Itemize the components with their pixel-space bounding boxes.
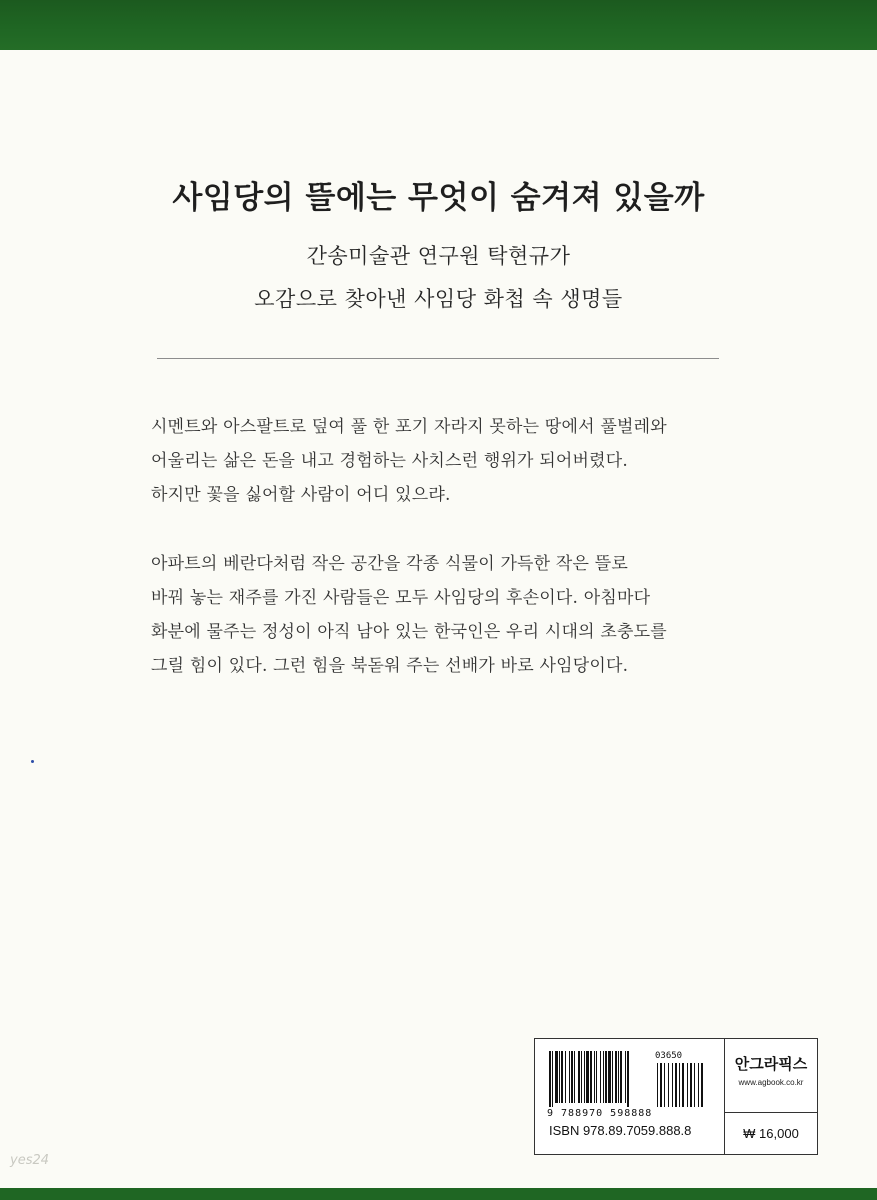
headline: 사임당의 뜰에는 무엇이 숨겨져 있을까 bbox=[172, 180, 705, 216]
barcode-area bbox=[535, 1039, 725, 1154]
top-green-band bbox=[0, 0, 877, 50]
paragraph-line: 하지만 꽃을 싫어할 사람이 어디 있으랴. bbox=[151, 485, 451, 505]
barcode-addon-digits: 03650 bbox=[655, 1051, 683, 1061]
paragraph-line: 바꿔 놓는 재주를 가진 사람들은 모두 사임당의 후손이다. 아침마다 bbox=[151, 588, 651, 608]
subheadline-line-2: 오감으로 찾아낸 사임당 화첩 속 생명들 bbox=[254, 287, 623, 311]
paragraph-line: 화분에 물주는 정성이 아직 남아 있는 한국인은 우리 시대의 초충도를 bbox=[151, 622, 667, 642]
barcode-icon bbox=[549, 1051, 719, 1107]
isbn-number: ISBN 978.89.7059.888.8 bbox=[549, 1123, 692, 1138]
paragraph-line: 어울리는 삶은 돈을 내고 경험하는 사치스런 행위가 되어버렸다. bbox=[151, 451, 629, 471]
body-paragraph-1 bbox=[151, 410, 731, 512]
divider-rule bbox=[157, 358, 719, 359]
bottom-green-band bbox=[0, 1188, 877, 1200]
barcode-digits: 9 788970 598888 bbox=[547, 1108, 653, 1119]
body-paragraph-2 bbox=[151, 547, 731, 683]
barcode-panel bbox=[534, 1038, 818, 1155]
subheadline-line-1: 간송미술관 연구원 탁현규가 bbox=[306, 244, 571, 268]
publisher-cell bbox=[725, 1039, 817, 1113]
paragraph-line: 시멘트와 아스팔트로 덮여 풀 한 포기 자라지 못하는 땅에서 풀벌레와 bbox=[151, 417, 667, 437]
price-label: ₩ 16,000 bbox=[743, 1126, 799, 1141]
watermark: yes24 bbox=[10, 1153, 50, 1168]
ink-speck bbox=[31, 760, 34, 763]
publisher-url: www.agbook.co.kr bbox=[738, 1078, 804, 1087]
paragraph-line: 아파트의 베란다처럼 작은 공간을 각종 식물이 가득한 작은 뜰로 bbox=[151, 554, 629, 574]
publisher-logo: 안그라픽스 bbox=[734, 1055, 808, 1073]
paragraph-line: 그릴 힘이 있다. 그런 힘을 북돋워 주는 선배가 바로 사임당이다. bbox=[151, 656, 629, 676]
